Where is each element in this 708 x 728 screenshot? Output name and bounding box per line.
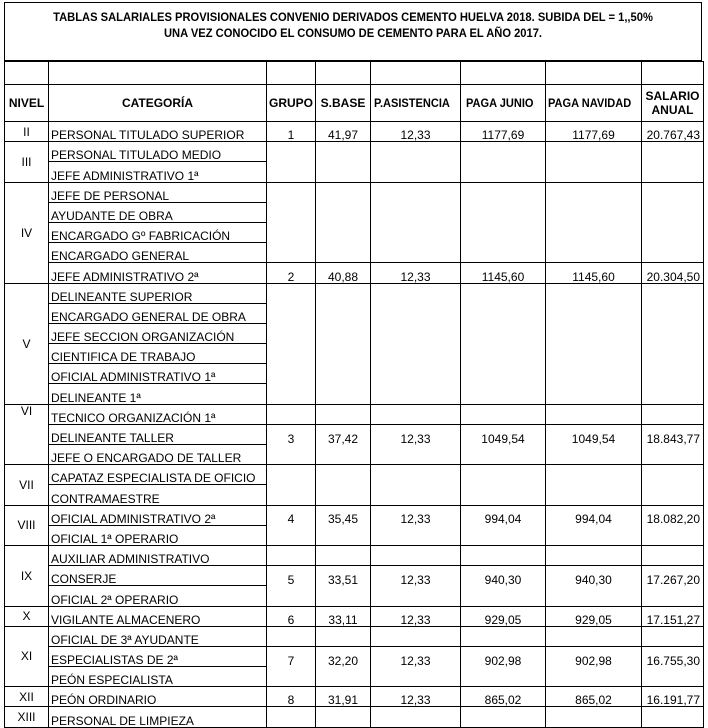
salario-anual-cell: 16.755,30 xyxy=(642,646,704,666)
document-title xyxy=(4,2,702,61)
nivel-cell: IX xyxy=(5,545,49,606)
salary-table-document xyxy=(4,2,704,728)
categoria-cell: ENCARGADO Gº FABRICACIÓN xyxy=(49,222,267,242)
table-row xyxy=(5,667,704,687)
categoria-cell: JEFE DE PERSONAL xyxy=(49,182,267,202)
categoria-cell: OFICIAL DE 3ª AYUDANTE xyxy=(49,626,267,646)
categoria-cell: OFICIAL 2ª OPERARIO xyxy=(49,586,267,606)
pasistencia-cell: 12,33 xyxy=(371,424,461,444)
nivel-cell: XII xyxy=(5,687,49,707)
categoria-cell: TECNICO ORGANIZACIÓN 1ª xyxy=(49,404,267,424)
pasistencia-cell: 12,33 xyxy=(371,606,461,626)
table-row xyxy=(5,404,704,424)
salario-anual-cell: 16.191,77 xyxy=(642,687,704,707)
sbase-cell: 33,11 xyxy=(316,606,371,626)
table-row xyxy=(5,424,704,444)
salary-table xyxy=(4,61,704,728)
header-salario-line2: ANUAL xyxy=(651,103,694,117)
table-row xyxy=(5,364,704,384)
table-row xyxy=(5,263,704,283)
salario-anual-cell: 17.151,27 xyxy=(642,606,704,626)
categoria-cell: ESPECIALISTAS DE 2ª xyxy=(49,646,267,666)
table-row xyxy=(5,122,704,142)
nivel-cell: V xyxy=(5,283,49,404)
grupo-cell: 7 xyxy=(267,646,316,666)
pasistencia-cell: 12,33 xyxy=(371,687,461,707)
categoria-cell: JEFE O ENCARGADO DE TALLER xyxy=(49,445,267,465)
nivel-cell: XI xyxy=(5,626,49,687)
table-row xyxy=(5,283,704,303)
categoria-cell: PERSONAL TITULADO SUPERIOR xyxy=(49,122,267,142)
paga-junio-cell: 1049,54 xyxy=(461,424,546,444)
table-row xyxy=(5,626,704,646)
nivel-cell: XIII xyxy=(5,707,49,727)
categoria-cell: DELINEANTE TALLER xyxy=(49,424,267,444)
categoria-cell: CIENTIFICA DE TRABAJO xyxy=(49,344,267,364)
table-row xyxy=(5,222,704,242)
header-salario-anual xyxy=(642,85,704,122)
pasistencia-cell: 12,33 xyxy=(371,505,461,525)
paga-navidad-cell: 865,02 xyxy=(546,687,642,707)
table-row xyxy=(5,445,704,465)
table-row xyxy=(5,545,704,565)
paga-navidad-cell: 1145,60 xyxy=(546,263,642,283)
sbase-cell: 40,88 xyxy=(316,263,371,283)
header-pasistencia-label: P.ASISTENCIA xyxy=(374,96,451,110)
sbase-cell: 32,20 xyxy=(316,646,371,666)
pasistencia-cell: 12,33 xyxy=(371,263,461,283)
sbase-cell: 37,42 xyxy=(316,424,371,444)
categoria-cell: JEFE SECCION ORGANIZACIÓN xyxy=(49,323,267,343)
table-row xyxy=(5,566,704,586)
grupo-cell: 4 xyxy=(267,505,316,525)
categoria-cell: VIGILANTE ALMACENERO xyxy=(49,606,267,626)
categoria-cell: PERSONAL TITULADO MEDIO xyxy=(49,142,267,162)
pasistencia-cell: 12,33 xyxy=(371,122,461,142)
salario-anual-cell: 18.082,20 xyxy=(642,505,704,525)
table-row xyxy=(5,142,704,162)
table-row xyxy=(5,646,704,666)
categoria-cell: ENCARGADO GENERAL xyxy=(49,243,267,263)
nivel-cell: X xyxy=(5,606,49,626)
header-pasistencia xyxy=(371,85,461,122)
nivel-cell: VI xyxy=(5,404,49,465)
table-row xyxy=(5,202,704,222)
paga-navidad-cell: 902,98 xyxy=(546,646,642,666)
categoria-cell: AUXILIAR ADMINISTRATIVO xyxy=(49,545,267,565)
sbase-cell: 35,45 xyxy=(316,505,371,525)
table-row xyxy=(5,344,704,364)
grupo-cell: 6 xyxy=(267,606,316,626)
categoria-cell: DELINEANTE SUPERIOR xyxy=(49,283,267,303)
grupo-cell: 1 xyxy=(267,122,316,142)
categoria-cell: ENCARGADO GENERAL DE OBRA xyxy=(49,303,267,323)
categoria-cell: AYUDANTE DE OBRA xyxy=(49,202,267,222)
salario-anual-cell: 18.843,77 xyxy=(642,424,704,444)
categoria-cell: OFICIAL ADMINISTRATIVO 1ª xyxy=(49,364,267,384)
paga-junio-cell: 1145,60 xyxy=(461,263,546,283)
categoria-cell: DELINEANTE 1ª xyxy=(49,384,267,404)
categoria-cell: PEÓN ORDINARIO xyxy=(49,687,267,707)
header-nivel: NIVEL xyxy=(5,85,49,122)
paga-navidad-cell: 1177,69 xyxy=(546,122,642,142)
grupo-cell: 8 xyxy=(267,687,316,707)
table-row xyxy=(5,465,704,485)
pasistencia-cell: 12,33 xyxy=(371,566,461,586)
sbase-cell: 31,91 xyxy=(316,687,371,707)
header-paga-navidad-label: PAGA NAVIDAD xyxy=(548,96,632,110)
sbase-cell: 41,97 xyxy=(316,122,371,142)
paga-junio-cell: 902,98 xyxy=(461,646,546,666)
grupo-cell: 2 xyxy=(267,263,316,283)
nivel-cell: VIII xyxy=(5,505,49,545)
table-row xyxy=(5,606,704,626)
nivel-cell: II xyxy=(5,122,49,142)
categoria-cell: CONSERJE xyxy=(49,566,267,586)
table-row xyxy=(5,707,704,727)
paga-navidad-cell: 994,04 xyxy=(546,505,642,525)
grupo-cell: 5 xyxy=(267,566,316,586)
header-salario-line1: SALARIO xyxy=(645,89,700,103)
table-row xyxy=(5,525,704,545)
table-row xyxy=(5,162,704,182)
paga-navidad-cell: 940,30 xyxy=(546,566,642,586)
header-sbase: S.BASE xyxy=(316,85,371,122)
table-row xyxy=(5,323,704,343)
sbase-cell: 33,51 xyxy=(316,566,371,586)
header-categoria: CATEGORÍA xyxy=(49,85,267,122)
table-row xyxy=(5,586,704,606)
categoria-cell: JEFE ADMINISTRATIVO 1ª xyxy=(49,162,267,182)
paga-junio-cell: 994,04 xyxy=(461,505,546,525)
categoria-cell: PEÓN ESPECIALISTA xyxy=(49,667,267,687)
header-paga-junio xyxy=(461,85,546,122)
table-row xyxy=(5,505,704,525)
paga-navidad-cell: 929,05 xyxy=(546,606,642,626)
nivel-cell: VII xyxy=(5,465,49,505)
table-row xyxy=(5,384,704,404)
header-grupo: GRUPO xyxy=(267,85,316,122)
table-row xyxy=(5,303,704,323)
table-row xyxy=(5,243,704,263)
categoria-cell: PERSONAL DE LIMPIEZA xyxy=(49,707,267,727)
categoria-cell: JEFE ADMINISTRATIVO 2ª xyxy=(49,263,267,283)
blank-row xyxy=(5,62,704,85)
categoria-cell: OFICIAL ADMINISTRATIVO 2ª xyxy=(49,505,267,525)
grupo-cell: 3 xyxy=(267,424,316,444)
categoria-cell: OFICIAL 1ª OPERARIO xyxy=(49,525,267,545)
table-row xyxy=(5,182,704,202)
categoria-cell: CONTRAMAESTRE xyxy=(49,485,267,505)
nivel-cell: III xyxy=(5,142,49,182)
salario-anual-cell: 20.767,43 xyxy=(642,122,704,142)
table-row xyxy=(5,687,704,707)
paga-junio-cell: 929,05 xyxy=(461,606,546,626)
categoria-cell: CAPATAZ ESPECIALISTA DE OFICIO xyxy=(49,465,267,485)
paga-navidad-cell: 1049,54 xyxy=(546,424,642,444)
paga-junio-cell: 865,02 xyxy=(461,687,546,707)
salario-anual-cell: 17.267,20 xyxy=(642,566,704,586)
table-row xyxy=(5,485,704,505)
header-row xyxy=(5,85,704,122)
nivel-cell: IV xyxy=(5,182,49,283)
paga-junio-cell: 940,30 xyxy=(461,566,546,586)
paga-junio-cell: 1177,69 xyxy=(461,122,546,142)
title-line-1: TABLAS SALARIALES PROVISIONALES CONVENIO DERIVADOS CEMENTO HUELVA 2018. SUBIDA DEL = 1,,50% xyxy=(53,10,653,24)
pasistencia-cell: 12,33 xyxy=(371,646,461,666)
header-paga-navidad xyxy=(546,85,642,122)
header-paga-junio-label: PAGA JUNIO xyxy=(466,96,534,110)
salario-anual-cell: 20.304,50 xyxy=(642,263,704,283)
title-line-2: UNA VEZ CONOCIDO EL CONSUMO DE CEMENTO PARA EL AÑO 2017. xyxy=(163,26,543,40)
